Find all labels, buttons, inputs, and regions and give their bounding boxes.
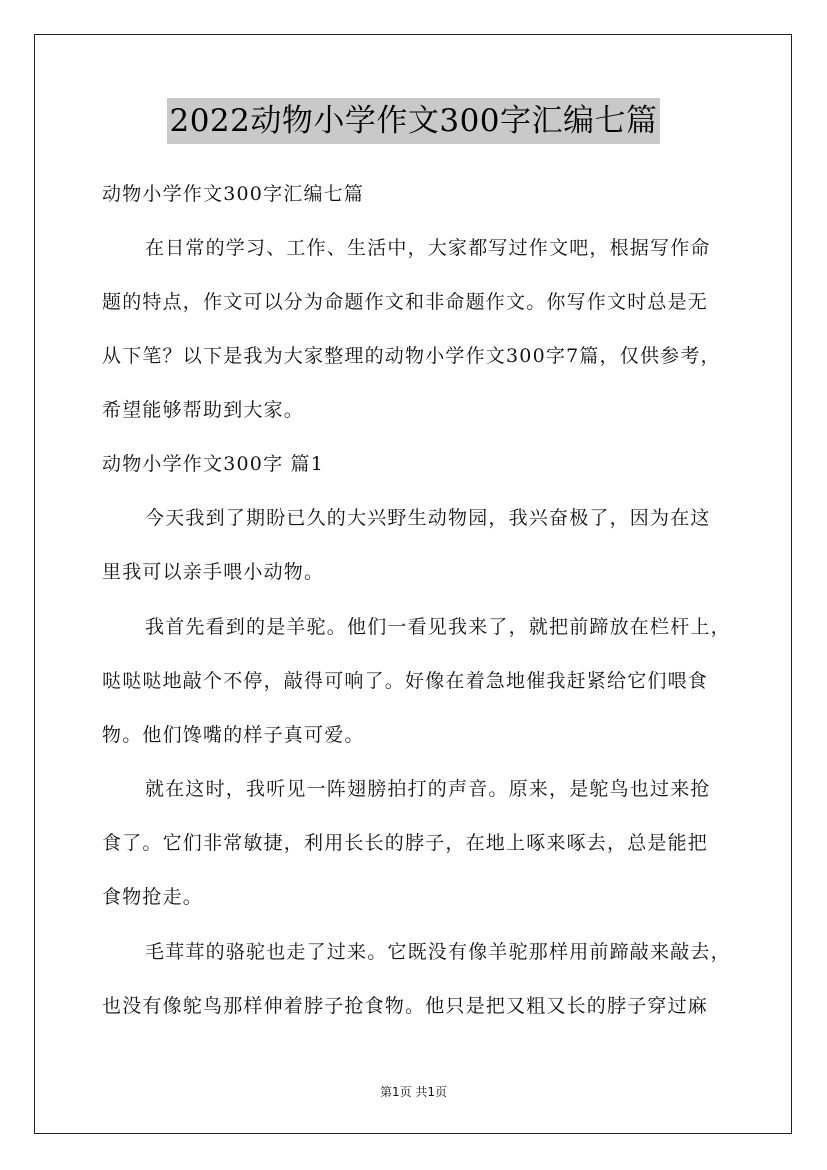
document-title-text: 2022动物小学作文300字汇编七篇: [167, 98, 659, 144]
section-heading: 动物小学作文300字 篇1: [102, 453, 324, 475]
paragraph-line: 在日常的学习、工作、生活中，大家都写过作文吧，根据写作命: [145, 237, 711, 259]
paragraph-line: 毛茸茸的骆驼也走了过来。它既没有像羊驼那样用前蹄敲来敲去，: [145, 941, 731, 963]
document-title: [0, 98, 827, 144]
page-number: 第1页 共1页: [379, 1085, 448, 1099]
paragraph-line: 里我可以亲手喂小动物。: [102, 561, 325, 583]
paragraph-line: 物。他们馋嘴的样子真可爱。: [102, 724, 365, 746]
paragraph-line: 今天我到了期盼已久的大兴野生动物园，我兴奋极了，因为在这: [145, 507, 711, 529]
document-subtitle: 动物小学作文300字汇编七篇: [102, 183, 365, 205]
paragraph-line: 食了。它们非常敏捷，利用长长的脖子，在地上啄来啄去，总是能把: [102, 832, 709, 854]
paragraph-line: 哒哒哒地敲个不停，敲得可响了。好像在着急地催我赶紧给它们喂食: [102, 670, 709, 692]
paragraph-line: 就在这时，我听见一阵翅膀拍打的声音。原来，是鸵鸟也过来抢: [145, 778, 711, 800]
paragraph-line: 题的特点，作文可以分为命题作文和非命题作文。你写作文时总是无: [102, 291, 709, 313]
paragraph-line: 从下笔？以下是我为大家整理的动物小学作文300字7篇，仅供参考，: [102, 345, 721, 367]
paragraph-line: 我首先看到的是羊驼。他们一看见我来了，就把前蹄放在栏杆上，: [145, 616, 731, 638]
paragraph-line: 食物抢走。: [102, 886, 204, 908]
paragraph-line: 也没有像鸵鸟那样伸着脖子抢食物。他只是把又粗又长的脖子穿过麻: [102, 995, 709, 1017]
paragraph-line: 希望能够帮助到大家。: [102, 399, 305, 421]
